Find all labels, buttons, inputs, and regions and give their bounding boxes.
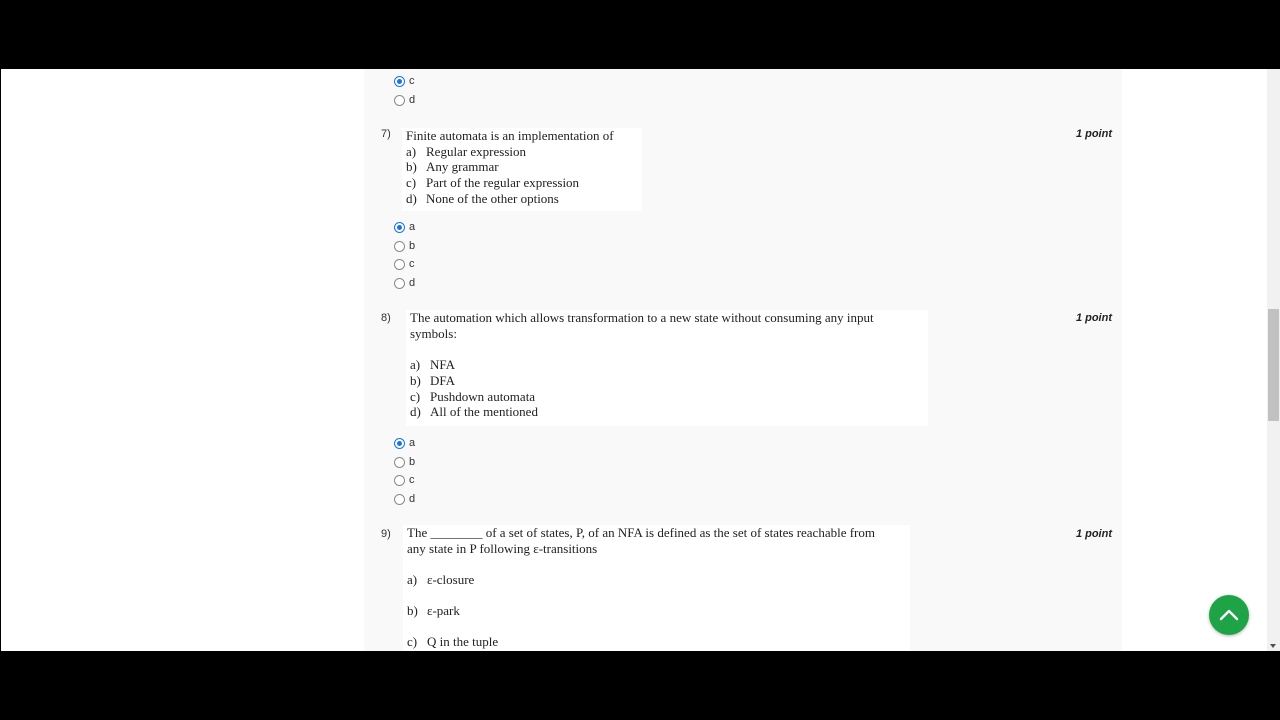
q8-option-b[interactable]: b bbox=[394, 453, 415, 471]
question-text: Finite automata is an implementation of bbox=[406, 128, 614, 143]
vertical-scrollbar[interactable] bbox=[1267, 69, 1280, 651]
radio-button[interactable] bbox=[394, 438, 405, 449]
question-number: 8) bbox=[381, 312, 391, 324]
choice-c: c) Q in the tuple bbox=[407, 634, 499, 650]
question-text: The ________ of a set of states, P, of an NFA is defined as the set of states reachable from bbox=[407, 525, 875, 540]
question-text: any state in P following ε-transitions bbox=[407, 540, 598, 556]
scrollbar-thumb[interactable] bbox=[1268, 309, 1279, 421]
question-number: 7) bbox=[381, 128, 391, 140]
q6-option-c[interactable]: c bbox=[394, 72, 415, 90]
question-points: 1 point bbox=[1075, 312, 1112, 324]
radio-button[interactable] bbox=[394, 95, 405, 106]
q7-option-b[interactable]: b bbox=[394, 237, 415, 255]
choice-d: d) All of the mentioned bbox=[410, 404, 538, 420]
quiz-column bbox=[364, 69, 1122, 651]
question-text-box bbox=[402, 128, 642, 211]
choice-c: c) Part of the regular expression bbox=[406, 175, 580, 191]
radio-button[interactable] bbox=[394, 494, 405, 505]
radio-button[interactable] bbox=[394, 259, 405, 270]
radio-button[interactable] bbox=[394, 457, 405, 468]
radio-button[interactable] bbox=[394, 241, 405, 252]
q8-option-a[interactable]: a bbox=[394, 434, 415, 452]
question-text-box bbox=[406, 310, 928, 426]
question-text: The automation which allows transformation to a new state without consuming any input bbox=[410, 310, 874, 325]
scroll-down-arrow-icon[interactable] bbox=[1270, 644, 1276, 648]
question-points: 1 point bbox=[1075, 528, 1112, 540]
radio-button[interactable] bbox=[394, 278, 405, 289]
choice-a: a) Regular expression bbox=[406, 143, 527, 159]
radio-button[interactable] bbox=[394, 475, 405, 486]
q7-option-d[interactable]: d bbox=[394, 274, 415, 292]
q6-option-d[interactable]: d bbox=[394, 91, 415, 109]
q7-option-c[interactable]: c bbox=[394, 255, 415, 273]
q7-option-a[interactable]: a bbox=[394, 218, 415, 236]
choice-c: c) Pushdown automata bbox=[410, 388, 536, 404]
scroll-to-top-button[interactable] bbox=[1209, 595, 1249, 635]
question-points: 1 point bbox=[1075, 128, 1112, 140]
quiz-viewport bbox=[1, 69, 1267, 651]
question-number: 9) bbox=[381, 528, 391, 540]
question-text-box bbox=[403, 525, 910, 651]
choice-d: d) None of the other options bbox=[406, 190, 559, 206]
choice-b: b) ε-park bbox=[407, 603, 460, 619]
choice-a: a) ε-closure bbox=[407, 572, 475, 588]
chevron-up-icon bbox=[1219, 608, 1239, 622]
choice-b: b) Any grammar bbox=[406, 159, 499, 175]
radio-button[interactable] bbox=[394, 76, 405, 87]
choice-a: a) NFA bbox=[410, 357, 456, 373]
question-text: symbols: bbox=[410, 325, 457, 341]
choice-b: b) DFA bbox=[410, 372, 456, 388]
q8-option-d[interactable]: d bbox=[394, 490, 415, 508]
q8-option-c[interactable]: c bbox=[394, 471, 415, 489]
radio-button[interactable] bbox=[394, 222, 405, 233]
